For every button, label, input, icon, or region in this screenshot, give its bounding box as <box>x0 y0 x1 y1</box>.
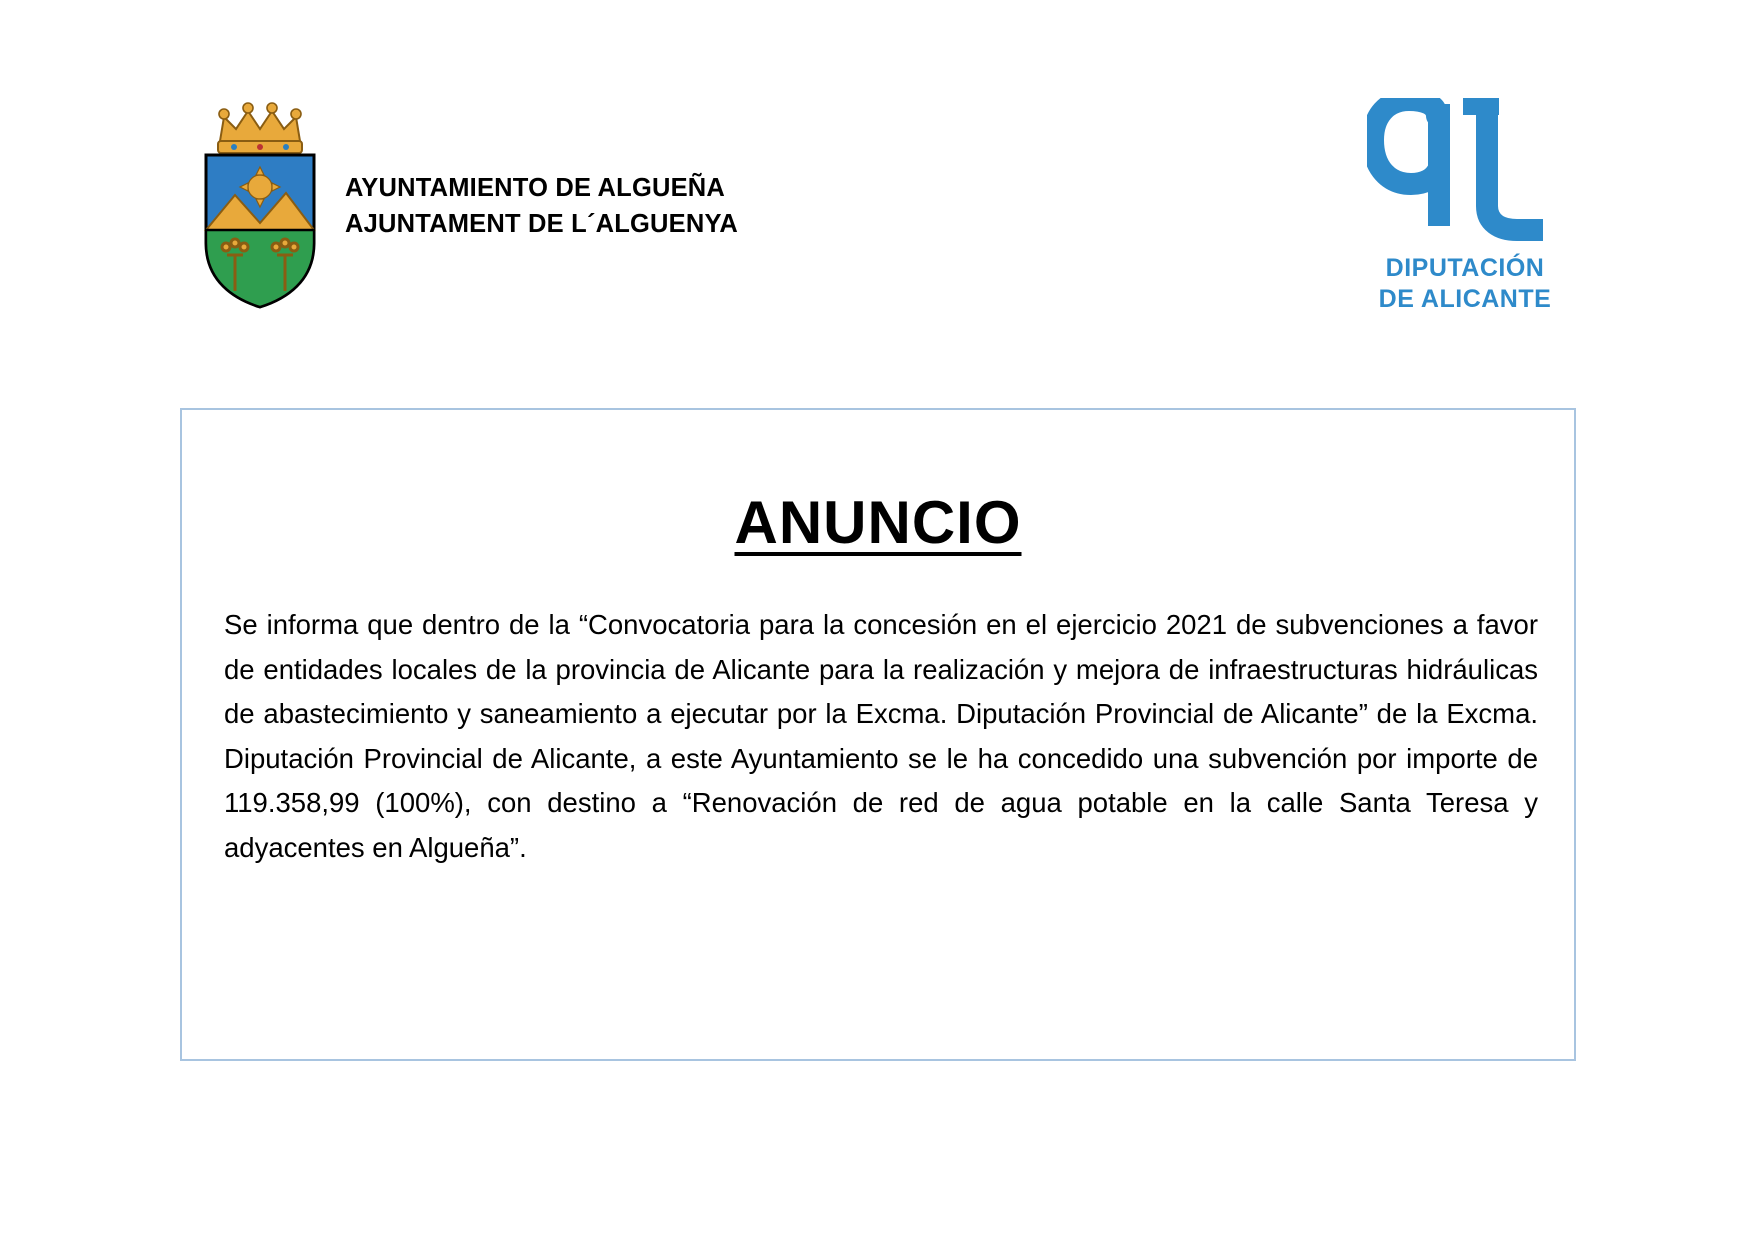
announcement-body-text: Se informa que dentro de la “Convocatoria para la concesión en el ejercicio 2021 de subvenciones a favor de entidades locales de la provincia de Alicante para la realización y mejora de infraestructuras hidráulicas de abastecimiento y saneamiento a ejecutar por la Excma. Diputación Provincial de Alicante” de la Excma. Diputación Provincial de Alicante, a este Ayuntamiento se le ha concedido una subvención por importe de 119.358,99 (100%), con destino a “Renovación de red de agua potable en la calle Santa Teresa y adyacentes en Algueña”. <box>224 609 1538 863</box>
org-name-va: AJUNTAMENT DE L´ALGUENYA <box>345 210 738 239</box>
diputacion-wordmark <box>1355 253 1575 314</box>
diputacion-line2: DE ALICANTE <box>1378 284 1552 313</box>
coat-of-arms-icon <box>190 95 330 310</box>
announcement-box <box>180 408 1576 1061</box>
diputacion-logo <box>1355 98 1575 328</box>
document-header <box>0 90 1755 330</box>
diputacion-line1: DIPUTACIÓN <box>1385 254 1545 282</box>
organization-names <box>345 170 738 242</box>
page-title: ANUNCIO <box>734 489 1022 556</box>
org-name-es: AYUNTAMIENTO DE ALGUEÑA <box>345 174 726 202</box>
diputacion-alicante-logo-icon <box>1367 98 1563 248</box>
